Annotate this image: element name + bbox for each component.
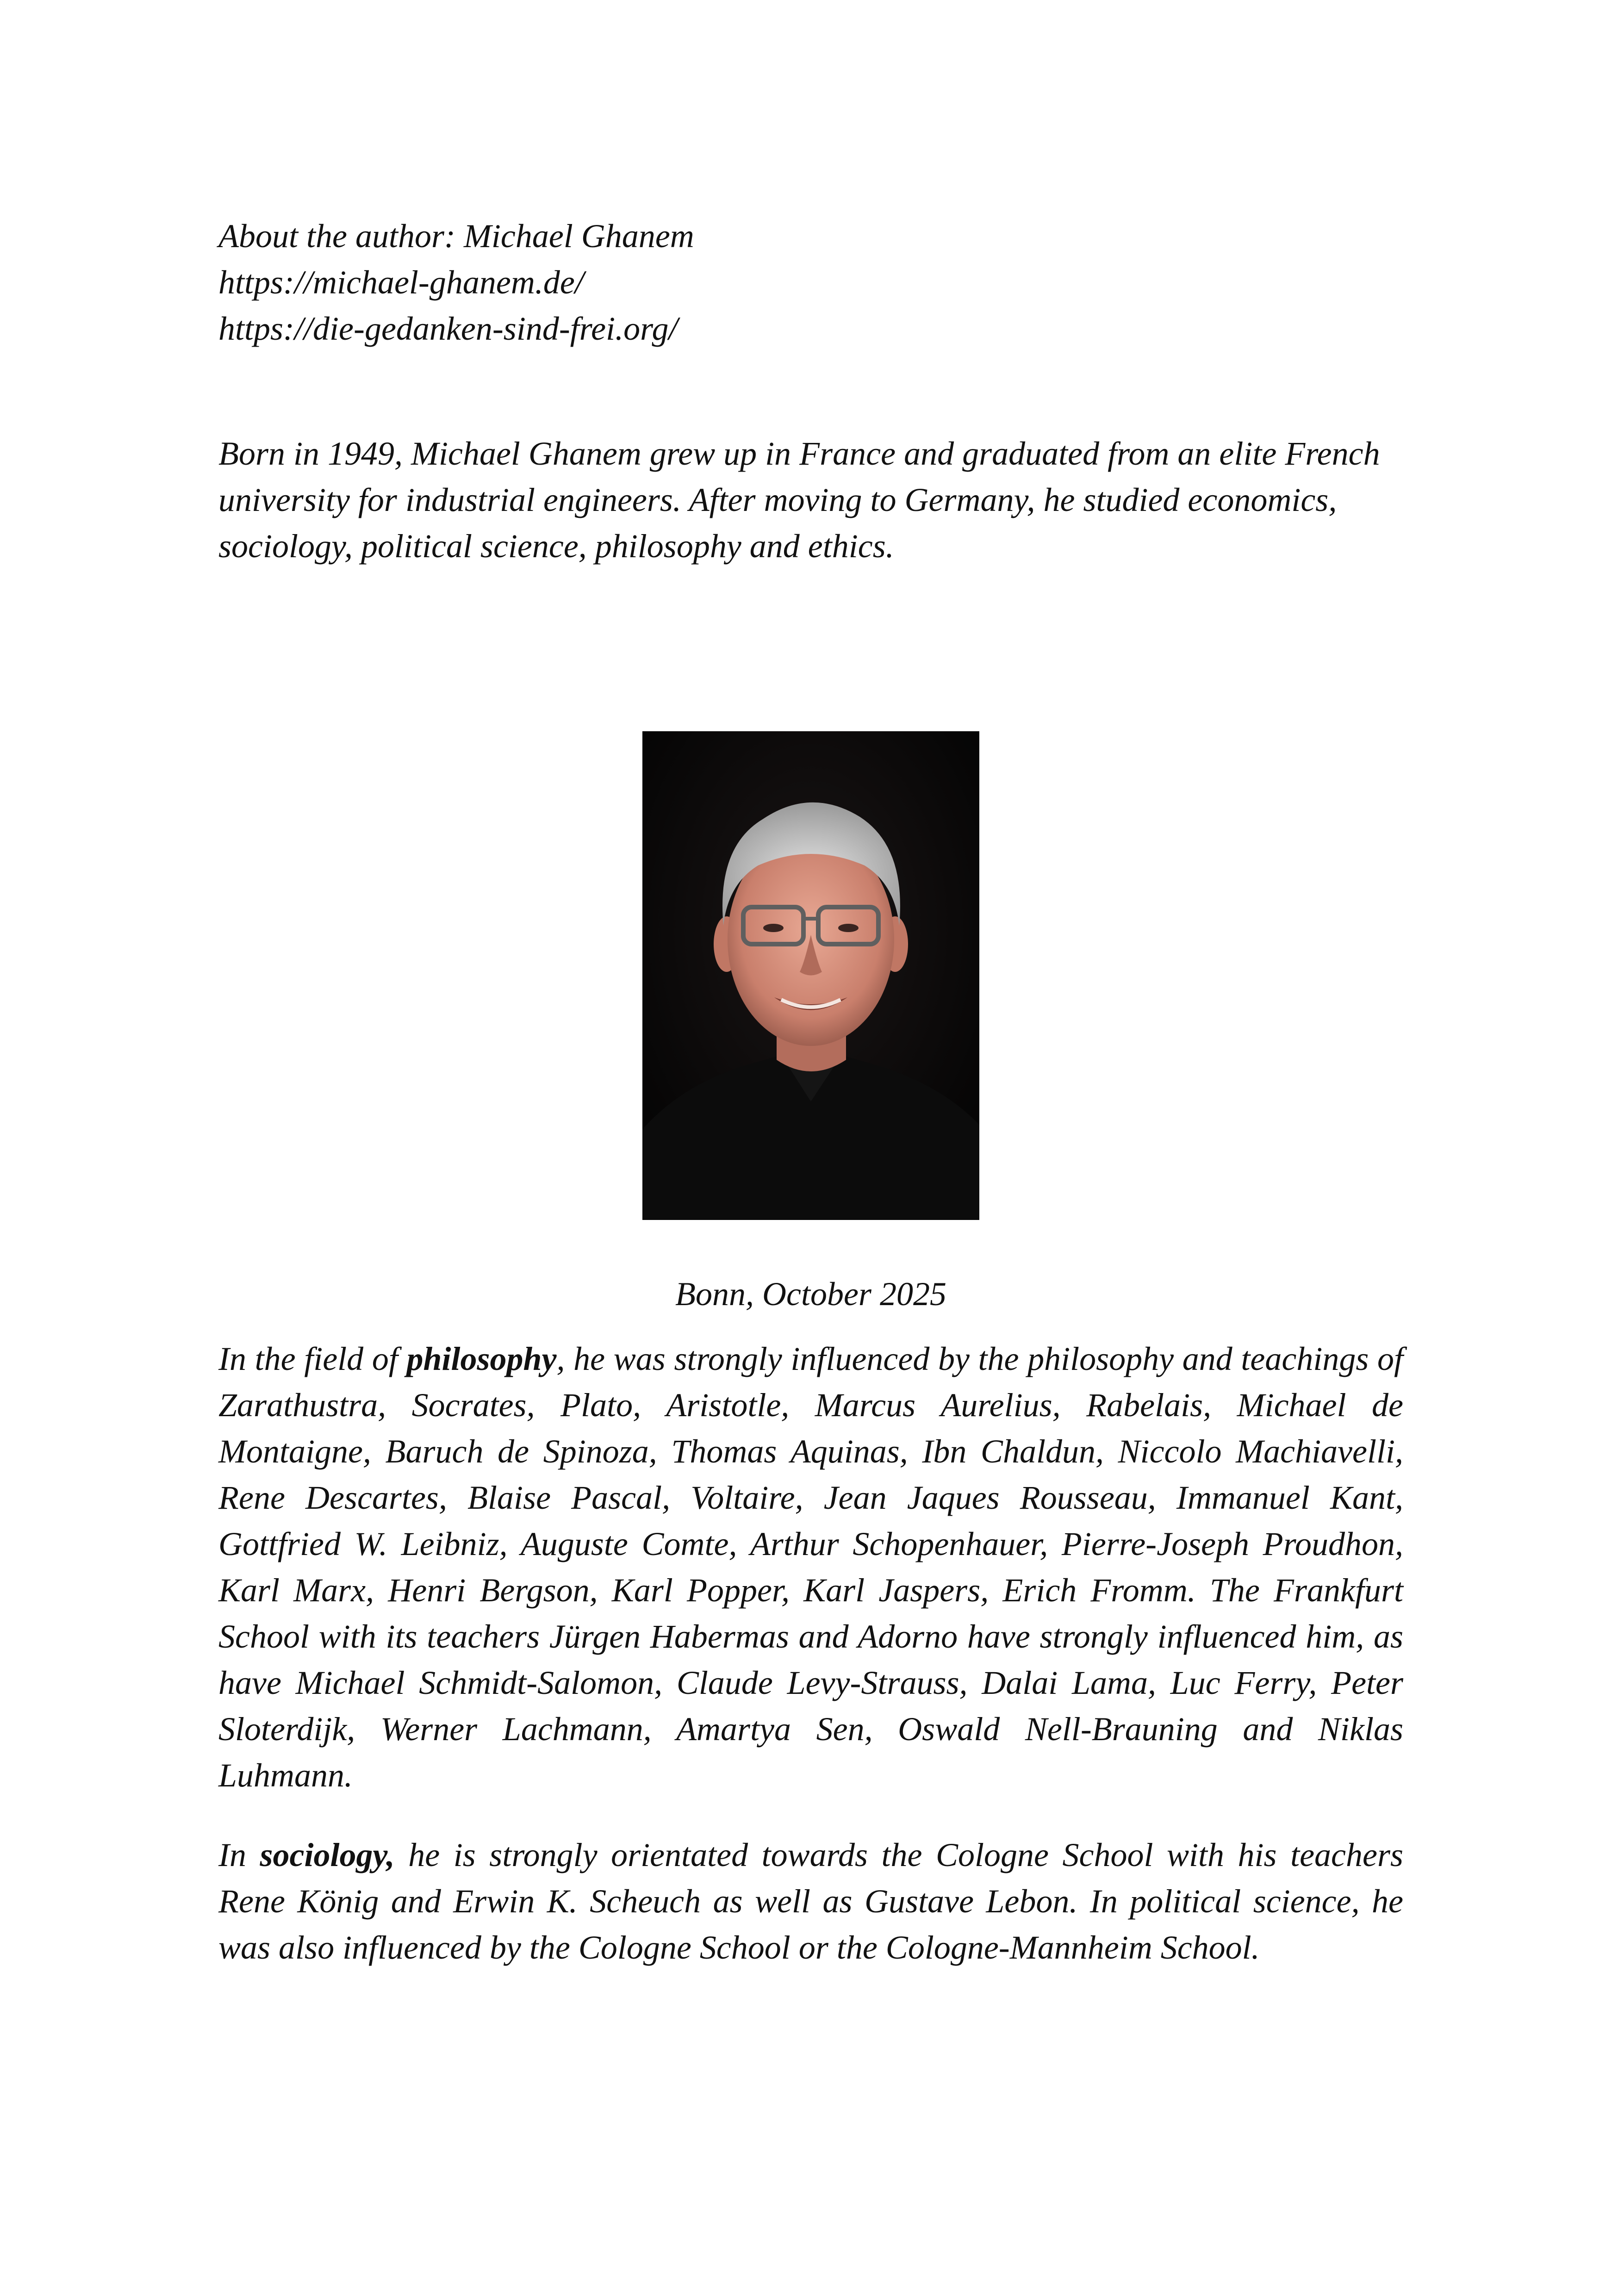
photo-caption: Bonn, October 2025 xyxy=(675,1276,946,1313)
philosophy-paragraph xyxy=(218,1336,1403,1798)
philosophy-keyword: philosophy xyxy=(406,1340,557,1377)
intro-paragraph: Born in 1949, Michael Ghanem grew up in France and graduated from an elite French university for industrial engineers. After moving to Germany, he studied economics, sociology, political science, philosophy and ethics. xyxy=(218,435,1380,565)
website-link-1[interactable]: https://michael-ghanem.de/ xyxy=(218,264,584,301)
about-author-line: About the author: Michael Ghanem xyxy=(218,218,694,255)
sociology-text: he is strongly orientated towards the Cologne School with his teachers Rene König and Erwin K. Scheuch as well as Gustave Lebon. In political science, he was also influenced by the Cologne School or the Cologne-Mannheim School. xyxy=(218,1836,1403,1966)
photo-container xyxy=(218,731,1403,1220)
page-content xyxy=(218,213,1403,2004)
sociology-paragraph xyxy=(218,1832,1403,1971)
website-link-2[interactable]: https://die-gedanken-sind-frei.org/ xyxy=(218,310,678,347)
sociology-lead: In xyxy=(218,1836,260,1873)
philosophy-lead: In the field of xyxy=(218,1340,407,1377)
author-portrait-photo xyxy=(642,731,979,1220)
sociology-keyword: sociology, xyxy=(260,1836,395,1873)
portrait-illustration xyxy=(642,731,979,1220)
philosophy-text: , he was strongly influenced by the philosophy and teachings of Zarathustra, Socrates, Plato, Aristotle, Marcus Aurelius, Rabelais, Michael de Montaigne, Baruch de Spinoza, Thomas Aquinas, Ibn Chaldun, Niccolo Machiavelli, Rene Descartes, Blaise Pascal, Voltaire, Jean Jaques Rousseau, Immanuel Kant, Gottfried W. Leibniz, Auguste Comte, Arthur Schopenhauer, Pierre-Joseph Proudhon, Karl Marx, Henri Bergson, Karl Popper, Karl Jaspers, Erich Fromm. The Frankfurt School with its teachers Jürgen Habermas and Adorno have strongly influenced him, as have Michael Schmidt-Salomon, Claude Levy-Strauss, Dalai Lama, Luc Ferry, Peter Sloterdijk, Werner Lachmann, Amartya Sen, Oswald Nell-Brauning and Niklas Luhmann. xyxy=(218,1340,1403,1794)
